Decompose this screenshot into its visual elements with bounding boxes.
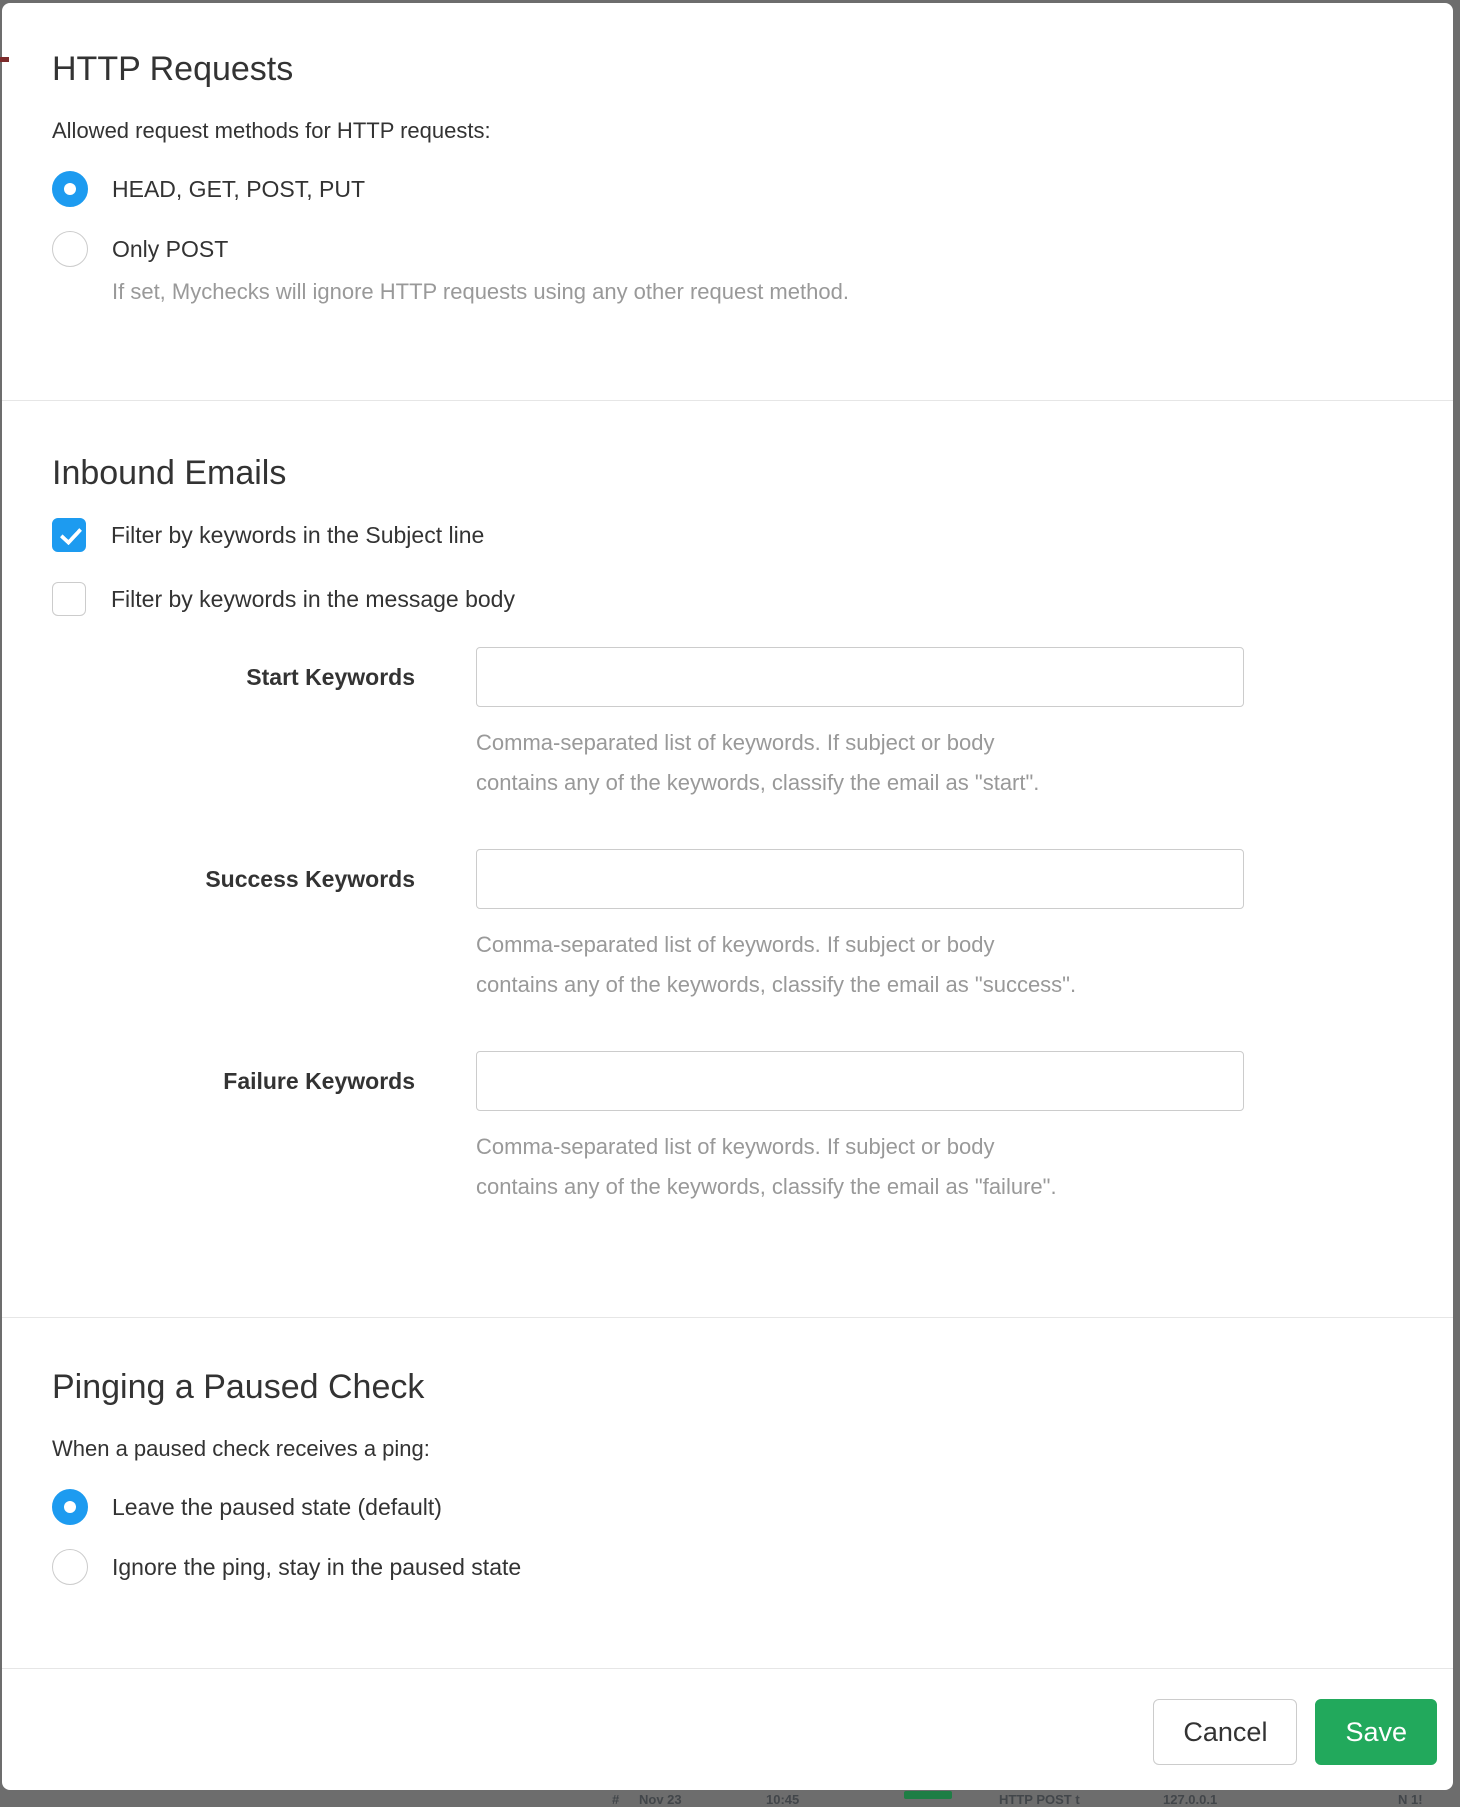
paused-intro: When a paused check receives a ping: (52, 1436, 430, 1461)
background-page-strip (0, 1790, 1460, 1807)
radio-ignore-ping[interactable] (52, 1549, 88, 1585)
radio-row-all-methods (52, 171, 1403, 207)
settings-modal (2, 3, 1453, 1790)
checkbox-filter-body[interactable] (52, 582, 86, 616)
success-keywords-group (52, 849, 1403, 1005)
radio-row-ignore-ping (52, 1549, 1403, 1585)
failure-keywords-input[interactable] (476, 1051, 1244, 1111)
checkbox-filter-subject-label[interactable]: Filter by keywords in the Subject line (111, 522, 485, 548)
modal-footer (2, 1668, 1453, 1790)
radio-only-post-label[interactable]: Only POST (112, 236, 229, 262)
radio-leave-paused[interactable] (52, 1489, 88, 1525)
background-fragment-ip: 127.0.0.1 (1163, 1792, 1218, 1807)
radio-all-methods-label[interactable]: HEAD, GET, POST, PUT (112, 176, 366, 202)
background-fragment-date: Nov 23 (639, 1792, 682, 1807)
success-keywords-input[interactable] (476, 849, 1244, 909)
save-button[interactable]: Save (1315, 1699, 1437, 1765)
checkbox-row-subject (52, 518, 1403, 552)
radio-row-only-post (52, 231, 1403, 267)
section-title-inbound-emails: Inbound Emails (52, 454, 287, 492)
radio-leave-paused-label[interactable]: Leave the paused state (default) (112, 1494, 442, 1520)
section-title-http-requests: HTTP Requests (52, 50, 294, 88)
checkbox-filter-subject[interactable] (52, 518, 86, 552)
failure-keywords-label: Failure Keywords (223, 1067, 415, 1094)
failure-keywords-help: Comma-separated list of keywords. If subject or body contains any of the keywords, classify the email as "failure". (476, 1134, 1057, 1199)
checkbox-row-body (52, 582, 1403, 616)
section-title-pinging-paused: Pinging a Paused Check (52, 1368, 425, 1406)
checkbox-filter-body-label[interactable]: Filter by keywords in the message body (111, 586, 515, 612)
only-post-help-text: If set, Mychecks will ignore HTTP requests using any other request method. (112, 279, 849, 304)
success-keywords-label: Success Keywords (205, 865, 415, 892)
http-methods-intro: Allowed request methods for HTTP requests: (52, 118, 491, 143)
section-inbound-emails (2, 401, 1453, 1318)
section-http-requests (2, 3, 1453, 401)
background-fragment-hash: # (612, 1792, 620, 1807)
cancel-button[interactable]: Cancel (1153, 1699, 1297, 1765)
radio-ignore-ping-label[interactable]: Ignore the ping, stay in the paused state (112, 1554, 522, 1580)
background-fragment-method: HTTP POST t (999, 1792, 1080, 1807)
keywords-form (52, 647, 1403, 1207)
background-fragment-time: 10:45 (766, 1792, 800, 1807)
start-keywords-label: Start Keywords (246, 663, 415, 690)
radio-row-leave-paused (52, 1489, 1403, 1525)
start-keywords-input[interactable] (476, 647, 1244, 707)
radio-only-post[interactable] (52, 231, 88, 267)
start-keywords-group (52, 647, 1403, 803)
radio-all-methods[interactable] (52, 171, 88, 207)
start-keywords-help: Comma-separated list of keywords. If subject or body contains any of the keywords, classify the email as "start". (476, 730, 1040, 795)
background-status-badge (904, 1791, 952, 1799)
background-fragment-right: N 1! (1398, 1792, 1423, 1807)
section-pinging-paused (2, 1318, 1453, 1668)
success-keywords-help: Comma-separated list of keywords. If subject or body contains any of the keywords, classify the email as "success". (476, 932, 1077, 997)
background-red-tick (0, 57, 9, 62)
failure-keywords-group (52, 1051, 1403, 1207)
